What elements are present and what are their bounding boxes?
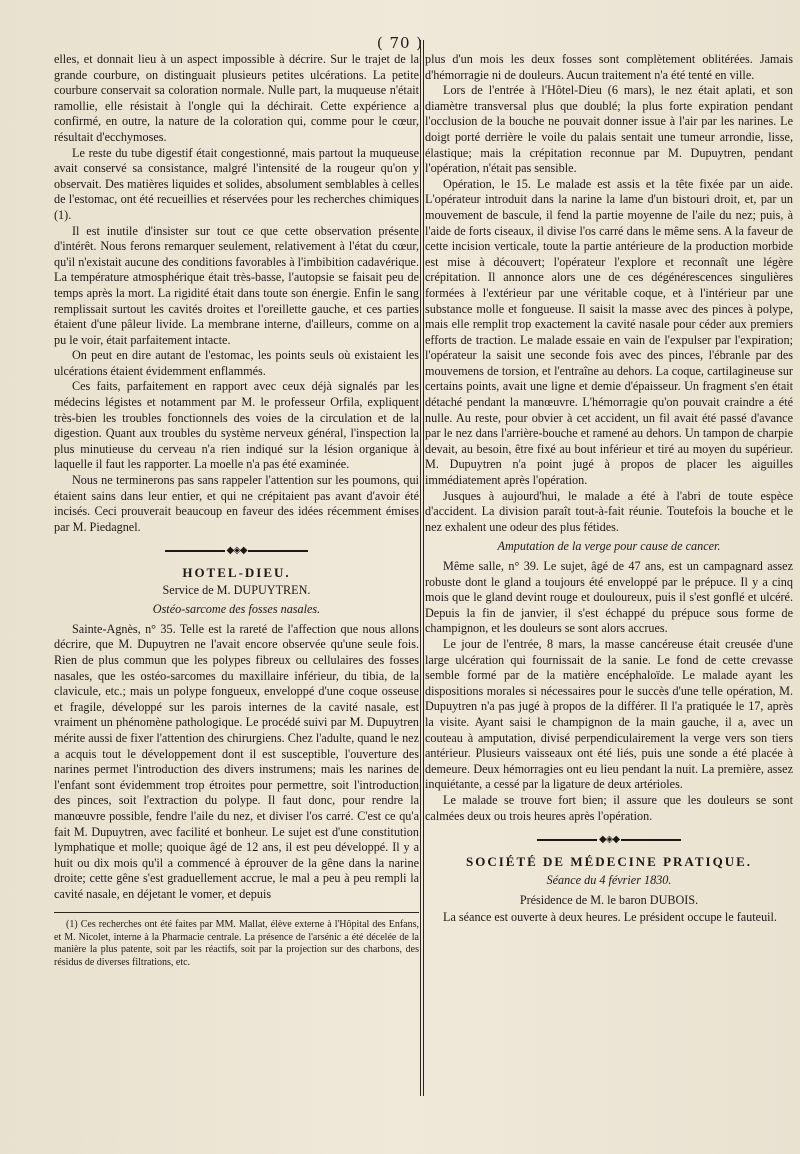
paragraph: Sainte-Agnès, n° 35. Telle est la rareté de l'affection que nous allons décrire, que M. Dupuytren ne l'avait encore observée qu'une seule fois. Rien de plus commun que les polypes fibreux ou cellulaires des fosses nasales, que les ostéo-sarcomes du maxillaire inférieur, du tibia, de la clavicule, etc.; mais un polype fongueux, enveloppé d'une coque osseuse et fragile, développé sur les parois internes de la cavité nasale, est vraiment un phénomène pathologique. Le procédé suivi par M. Dupuytren mérite aussi de fixer l'attention des chirurgiens. Chez l'adulte, quand le nez a acquis tout le développement dont il est susceptible, l'ouverture des narines permet l'introduction des divers instrumens; mais les narines de l'enfant sont évidemment trop étroites pour permettre, soit l'introduction des pinces, soit l'extraction du polype. Il faut donc, pour rendre la manœuvre possible, fendre l'aile du nez, et diviser l'os carré. C'est ce qu'a fait M. Dupuytren, avec facilité et bonheur. Le sujet est d'une constitution lymphatique et molle; quoique âgé de 12 ans, il est peu développé. Il y a huit ou dix mois qu'il a commencé à éprouver de la gêne dans la narine droite; cette gêne s'est graduellement accrue, le mal a peu à peu rempli la cavité nasale, en déjetant le vomer, et depuis bbox=[54, 621, 419, 901]
case-heading: Ostéo-sarcome des fosses nasales. bbox=[152, 602, 321, 617]
paragraph: Nous ne terminerons pas sans rappeler l'attention sur les poumons, qui étaient sains dans leur entier, et qui ne crépitaient pas avant d'avoir été incisés. Ceci prouverait beaucoup en faveur des idées récemment émises par M. Piedagnel. bbox=[54, 473, 419, 534]
section-heading-societe: SOCIÉTÉ DE MÉDECINE PRATIQUE. bbox=[465, 853, 753, 869]
paragraph: Le reste du tube digestif était congestionné, mais partout la muqueuse avait conservé sa consistance, malgré l'intensité de la rougeur qu'on y observait. Des matières liquides et solides, absolument semblables à celles de l'estomac, ont été recueillies et réservées pour les recherches chimiques (1). bbox=[54, 145, 419, 222]
paragraph: Opération, le 15. Le malade est assis et la tête fixée par un aide. L'opérateur introduit dans la narine la lame d'un bistouri droit, et, par un mouvement de bascule, il fend la partie moyenne de l'aile du nez; puis, à l'aide de forts ciseaux, il divise l'os carré dans le même sens. A la faveur de cette incision verticale, toute la partie antérieure de la production morbide est mise à découvert; l'opérateur l'explore et reconnaît une légère crépitation. Il annonce alors une de ces dégénérescences singulières formées à l'extérieur par une véritable coque, et à l'intérieur par une substance molle et fongueuse. Il saisit la masse avec des pinces à polype, mais elle remplit trop exactement la cavité nasale pour céder aux premiers efforts de traction. Le malade essaie en vain de l'expulser par l'expiration; l'opérateur la saisit une seconde fois avec des pinces, l'ébranle par des mouvemens de torsion, et l'entraîne au dehors. La coque, cartilagineuse sur certains points, avait une ligne et demie d'épaisseur. Un fragment s'en était détaché pendant la manœuvre. L'hémorragie qu'on pouvait craindre a été nulle. Au reste, pour obvier à cet accident, un fil avait été passé d'avance par le nez dans l'arrière-bouche et ramené au dehors. Un tampon de charpie devait, au besoin, être fixé au bout inférieur et tiré au moyen du supérieur. M. Dupuytren n'a point jugé à propos de placer les aiguilles immédiatement après l'opération. bbox=[425, 176, 793, 488]
paragraph: La séance est ouverte à deux heures. Le président occupe le fauteuil. bbox=[443, 910, 777, 925]
paragraph: On peut en dire autant de l'estomac, les points seuls où existaient les ulcérations étaient évidemment enflammés. bbox=[54, 348, 419, 378]
footnote-divider bbox=[54, 912, 419, 913]
paragraph: Même salle, n° 39. Le sujet, âgé de 47 ans, est un campagnard assez robuste dont le gland a toujours été enveloppé par le prépuce. Il y a cinq mois que le gland devint rouge et douloureux, puis il s'est gonflé et ulcéré. Depuis la fin de janvier, il s'est échappé du prépuce sous forme de champignon, et les douleurs se sont alors accrues. bbox=[425, 559, 793, 636]
section-ornament: ◆◈◆ bbox=[425, 832, 793, 848]
presidency-line: Présidence de M. le baron DUBOIS. bbox=[519, 892, 699, 907]
column-divider-left bbox=[420, 40, 421, 1096]
column-divider-right bbox=[423, 40, 424, 1096]
paragraph: Le jour de l'entrée, 8 mars, la masse cancéreuse était creusée d'une large ulcération qui fournissait de la sanie. Le fond de cette crevasse semble formé par de la matière encéphaloïde. Le malade ayant les dispositions morales si nécessaires pour le succès d'une telle opération, M. Dupuytren n'a pas jugé à propos de la différer. Il l'a pratiquée le 17, après la visite. Ayant saisi le champignon de la main gauche, il a, avec un couteau à amputation, divisé perpendiculairement la verge vers son tiers antérieur. Plusieurs vaisseaux ont été liés, puis une sonde a été placée à demeure. Deux hémorragies ont eu lieu pendant la nuit. La première, assez inquiétante, a cessé par la ligature de deux artérioles. bbox=[425, 636, 793, 792]
page-number: ( 70 ) bbox=[376, 34, 424, 52]
paragraph: plus d'un mois les deux fosses sont complètement oblitérées. Jamais d'hémorragie ni de douleurs. Aucun traitement n'a été tenté en ville. bbox=[425, 52, 793, 82]
footnote: (1) Ces recherches ont été faites par MM. Mallat, élève externe à l'Hôpital des Enfans, et M. Nicolet, interne à la Pharmacie centrale. La présence de l'arsénic a été décelée de la manière la plus patente, soit par les réactifs, soit par la projection sur des charbons, des résidus de diverses filtrations, etc. bbox=[54, 919, 419, 968]
left-column bbox=[54, 52, 419, 969]
paragraph: Le malade se trouve fort bien; il assure que les douleurs se sont calmées deux ou trois heures après l'opération. bbox=[425, 792, 793, 823]
paragraph: Lors de l'entrée à l'Hôtel-Dieu (6 mars), le nez était aplati, et son diamètre transversal plus que doublé; la plus forte expiration pendant l'occlusion de la bouche ne pouvait donner issue à l'air par les narines. Le doigt porté derrière le voile du palais sentait une tumeur arrondie, lisse, élastique; mais la crépitation reconnue par M. Dupuytren, pendant l'opération, n'était pas sensible. bbox=[425, 83, 793, 176]
case-heading: Amputation de la verge pour cause de cancer. bbox=[497, 539, 721, 554]
right-column bbox=[425, 52, 793, 926]
paragraph: Jusques à aujourd'hui, le malade a été à l'abri de toute espèce d'accident. La division paraît tout-à-fait réunie. Toutefois la bouche et le nez exhalent une odeur des plus fétides. bbox=[425, 488, 793, 534]
section-ornament: ◆◈◆ bbox=[54, 543, 419, 559]
paragraph: Ces faits, parfaitement en rapport avec ceux déjà signalés par les médecins légistes et notamment par M. le professeur Orfila, expliquent très-bien les troubles fonctionnels des voies de la circulation et de la digestion. Quant aux troubles du système nerveux général, l'inspection la plus minutieuse du cerveau n'a rien indiqué sur la lésion organique à laquelle il faut les rapporter. La moelle n'a pas été examinée. bbox=[54, 379, 419, 472]
paragraph: Il est inutile d'insister sur tout ce que cette observation présente d'intérêt. Nous ferons remarquer seulement, relativement à l'état du cœur, qu'il n'existait aucune des conditions favorables à l'imbibition cadavérique. La température atmosphérique était très-basse, l'autopsie se faisait peu de temps après la mort. La rigidité était dans toute son énergie. Enfin le sang remplissait surtout les cavités droites et l'oreillette gauche, et ces parties étaient d'une pâleur livide. La membrane interne, d'ailleurs, comme on a pu le voir, était parfaitement intacte. bbox=[54, 223, 420, 347]
session-date: Séance du 4 février 1830. bbox=[546, 873, 672, 888]
service-heading: Service de M. DUPUYTREN. bbox=[162, 582, 311, 597]
section-heading-hotel-dieu: HOTEL-DIEU. bbox=[182, 565, 291, 580]
paragraph: elles, et donnait lieu à un aspect impossible à décrire. Sur le trajet de la grande courbure, on distinguait plusieurs petites ulcérations. La petite courbure conservait sa coloration normale. Nulle part, la muqueuse n'était ramollie, elle résistait à l'ongle qui la déchirait. Cette expérience a confirmé, en outre, la nature de la coloration qui, comme pour le cœur, résultait d'ecchymoses. bbox=[54, 52, 419, 144]
